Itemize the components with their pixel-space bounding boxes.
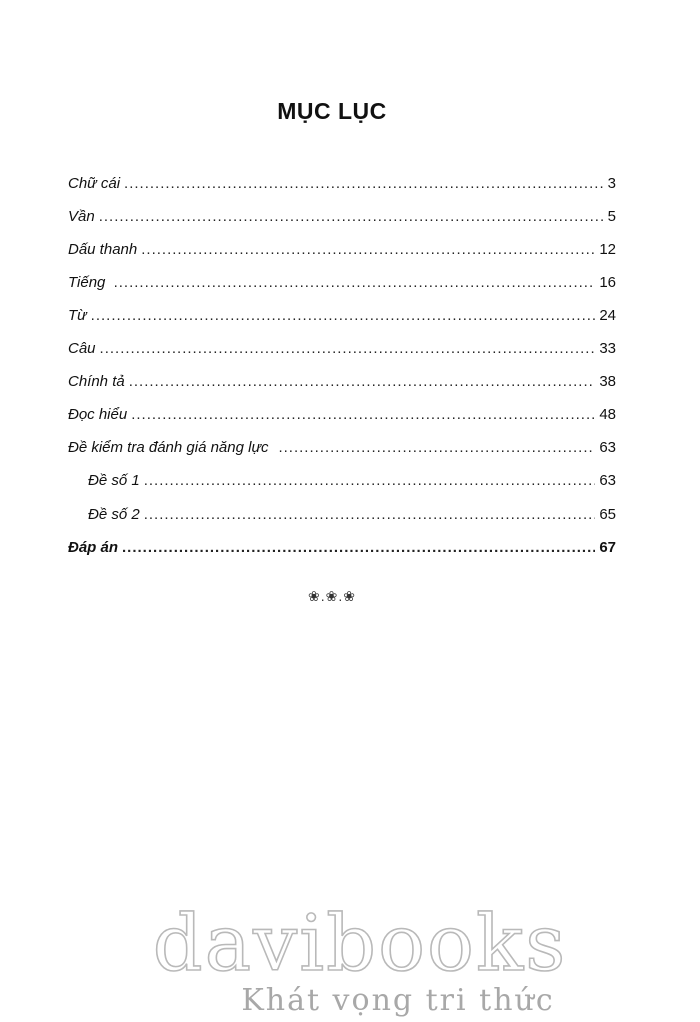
toc-entry-page: 65 [599, 506, 616, 523]
toc-entry-label: Đề kiểm tra đánh giá năng lực [68, 439, 269, 456]
publisher-watermark [150, 888, 570, 1018]
dot-leader [131, 404, 595, 426]
toc-entry-label: Chính tả [68, 373, 125, 390]
watermark-logo [150, 888, 570, 1018]
dot-leader [91, 305, 596, 327]
dot-leader [124, 173, 604, 195]
flower-ornament: ❀.❀.❀ [308, 588, 356, 604]
watermark-tagline: Khát vọng tri thức [241, 983, 555, 1018]
toc-entry-tu [68, 305, 616, 327]
dot-leader [114, 272, 596, 294]
toc-entry-doc-hieu [68, 404, 616, 426]
toc-entry-label: Đọc hiểu [68, 406, 128, 423]
toc-entry-label: Tiếng [68, 274, 110, 291]
dot-leader [129, 371, 596, 393]
dot-leader [100, 338, 596, 360]
toc-entry-chu-cai [68, 173, 616, 195]
toc-entry-tieng [68, 272, 616, 294]
toc-entry-label: Dấu thanh [68, 241, 138, 258]
toc-entry-de-so-2 [88, 504, 616, 526]
toc-entry-label: Vần [68, 208, 95, 225]
toc-entry-page: 67 [599, 539, 616, 556]
toc-entry-dap-an [68, 537, 616, 559]
toc-entry-page: 24 [599, 307, 616, 324]
page-title: MỤC LỤC [277, 98, 387, 124]
toc-entry-label: Chữ cái [68, 175, 121, 192]
watermark-brand: davibooks [152, 899, 568, 989]
dot-leader [141, 239, 595, 261]
toc-entry-label: Từ [68, 307, 87, 324]
toc-entry-de-kiem-tra [68, 437, 616, 459]
dot-leader [122, 537, 595, 559]
toc-entry-dau-thanh [68, 239, 616, 261]
toc-entry-label: Đáp án [68, 539, 119, 556]
dot-leader [144, 470, 596, 492]
toc-entry-page: 3 [607, 175, 616, 192]
toc-entry-page: 63 [599, 439, 616, 456]
toc-entry-van [68, 206, 616, 228]
toc-entry-chinh-ta [68, 371, 616, 393]
toc-entry-page: 63 [599, 472, 616, 489]
toc-entry-label: Đề số 1 [88, 472, 140, 489]
toc-entry-page: 16 [599, 274, 616, 291]
dot-leader [99, 206, 604, 228]
dot-leader [144, 504, 596, 526]
toc-entry-page: 33 [599, 340, 616, 357]
dot-leader [278, 437, 595, 459]
toc-entry-label: Câu [68, 340, 96, 357]
toc-entry-de-so-1 [88, 470, 616, 492]
toc-entry-page: 12 [599, 241, 616, 258]
toc-entry-page: 5 [607, 208, 616, 225]
toc-entry-page: 38 [599, 373, 616, 390]
toc-entry-cau [68, 338, 616, 360]
toc-entry-label: Đề số 2 [88, 506, 140, 523]
toc-entry-page: 48 [599, 406, 616, 423]
